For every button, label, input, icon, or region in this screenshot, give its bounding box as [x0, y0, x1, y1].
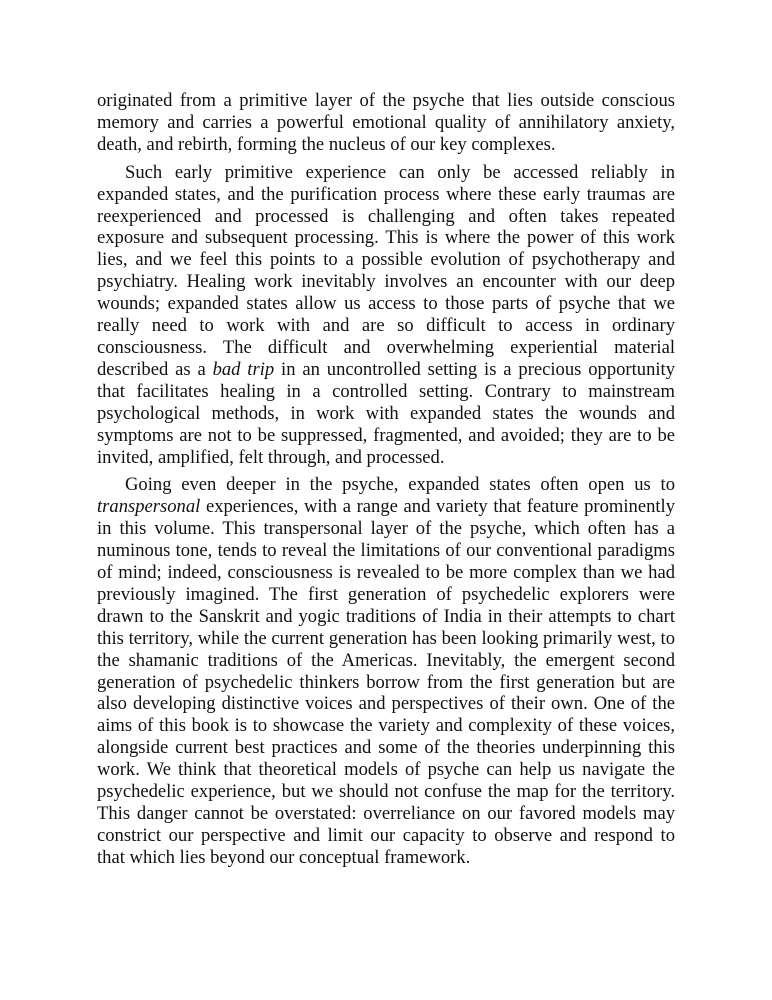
paragraph-text: Such early primitive experience can only be accessed reliably in expanded states, and the purification process where these early traumas are reexperienced and processed is challenging and often takes repeated exposure and subsequent processing. This is where the power of this work lies, and we feel this points to a possible evolution of psychotherapy and psychiatry. Healing work inevitably involves an encounter with our deep wounds; expanded states allow us access to those parts of psyche that we really need to work with and are so difficult to access in ordinary consciousness. The difficult and overwhelming experiential material described as a	[97, 161, 675, 380]
italic-term-bad-trip: bad trip	[212, 358, 275, 380]
paragraph-text: Going even deeper in the psyche, expanded states often open us to	[125, 474, 675, 496]
italic-term-transpersonal: transpersonal	[97, 496, 201, 518]
page-body	[97, 90, 675, 869]
paragraph-text: in an uncontrolled setting is a precious opportunity that facilitates healing in a controlled setting. Contrary to mainstream psychological methods, in work with expanded states the wounds and symptoms are not to be suppressed, fragmented, and avoided; they are to be invited, amplified, felt through, and processed.	[97, 358, 676, 468]
paragraph-continued	[97, 90, 675, 156]
paragraph-text: originated from a primitive layer of the psyche that lies outside conscious memory and carries a powerful emotional quality of annihilatory anxiety, death, and rebirth, forming the nucleus of our key complexes.	[97, 90, 675, 155]
paragraph-transpersonal	[97, 474, 675, 868]
paragraph-text: experiences, with a range and variety that feature prominently in this volume. This transpersonal layer of the psyche, which often has a numinous tone, tends to reveal the limitations of our conventional paradigms of mind; indeed, consciousness is revealed to be more complex than we had previously imagined. The first generation of psychedelic explorers were drawn to the Sanskrit and yogic traditions of India in their attempts to chart this territory, while the current generation has been looking primarily west, to the shamanic traditions of the Americas. Inevitably, the emergent second generation of psychedelic thinkers borrow from the first generation but are also developing distinctive voices and perspectives of their own. One of the aims of this book is to showcase the variety and complexity of these voices, alongside current best practices and some of the theories underpinning this work. We think that theoretical models of psyche can help us navigate the psychedelic experience, but we should not confuse the map for the territory. This danger cannot be overstated: overreliance on our favored models may constrict our perspective and limit our capacity to observe and respond to that which lies beyond our conceptual framework.	[97, 496, 675, 868]
paragraph-early-experience	[97, 162, 675, 469]
